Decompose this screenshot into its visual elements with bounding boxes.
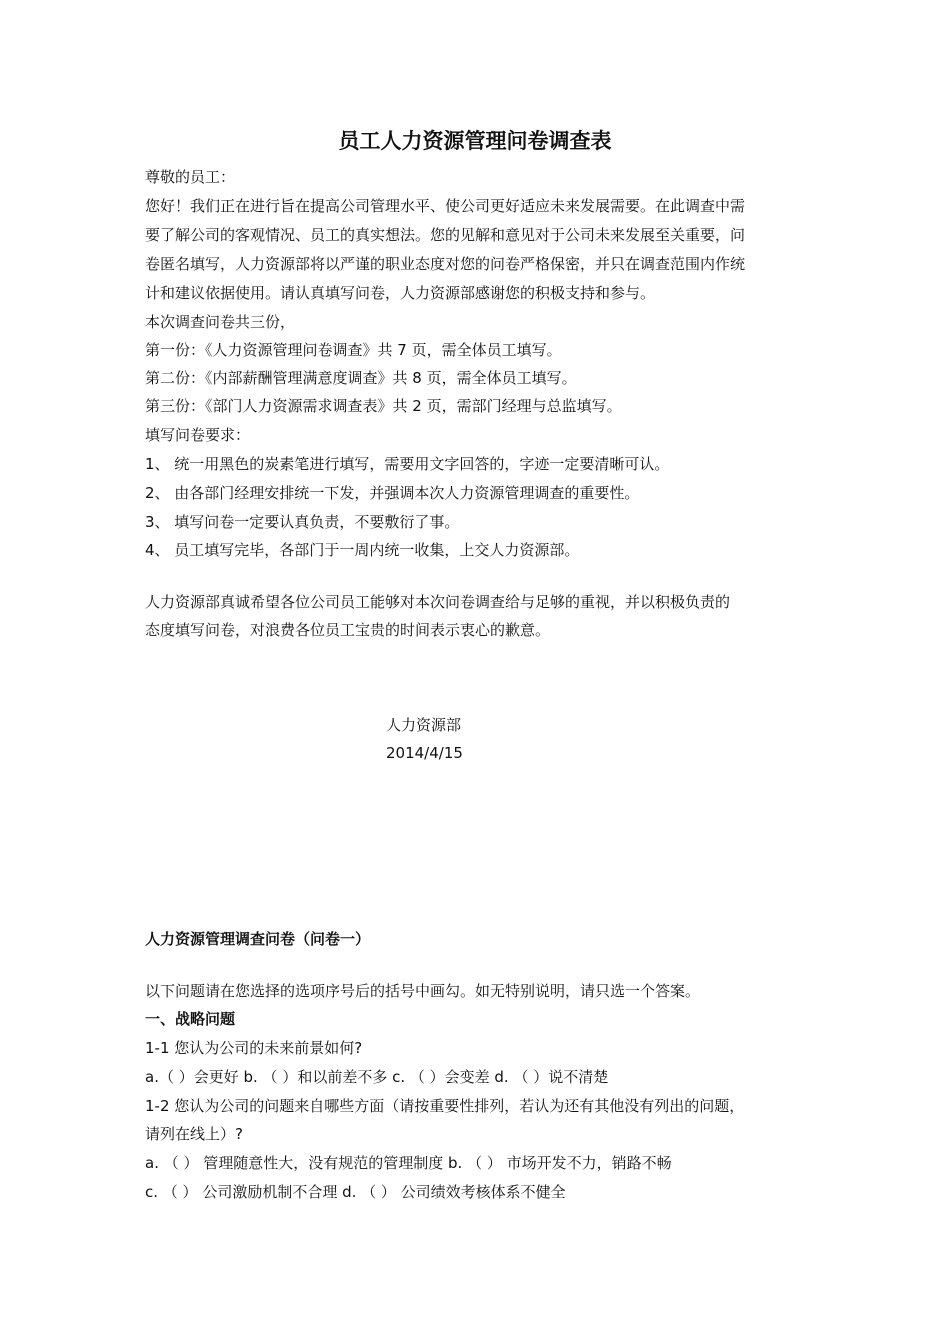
survey-count-line: 本次调查问卷共三份， [145,313,296,331]
closing-line-1: 人力资源部真诚希望各位公司员工能够对本次问卷调查给与足够的重视，并以积极负责的 [145,593,731,611]
question-1-1: 1-1 您认为公司的未来前景如何? [145,1039,363,1057]
requirement-item-3: 3、 填写问卷一定要认真负责，不要敷衍了事。 [145,513,460,531]
question-1-2-options-1: a. （ ） 管理随意性大，没有规范的管理制度 b. （ ） 市场开发不力，销路不畅 [145,1154,672,1172]
question-1-2-options-2: c. （ ） 公司激励机制不合理 d. （ ） 公司绩效考核体系不健全 [145,1183,566,1201]
survey-instruction: 以下问题请在您选择的选项序号后的括号中画勾。如无特别说明，请只选一个答案。 [145,982,701,1000]
closing-line-2: 态度填写问卷，对浪费各位员工宝贵的时间表示衷心的歉意。 [145,621,551,639]
survey-heading: 人力资源管理调查问卷（问卷一） [145,930,371,948]
question-1-2-line-2: 请列在线上）? [145,1125,243,1143]
part-line-1: 第一份：《人力资源管理问卷调查》共 7 页，需全体员工填写。 [145,341,562,359]
part-line-2: 第二份：《内部薪酬管理满意度调查》共 8 页，需全体员工填写。 [145,369,577,387]
section-heading-strategy: 一、战略问题 [145,1010,236,1028]
intro-line-1: 您好！我们正在进行旨在提高公司管理水平、使公司更好适应未来发展需要。在此调查中需 [145,197,746,215]
requirement-item-4: 4、 员工填写完毕，各部门于一周内统一收集，上交人力资源部。 [145,541,580,559]
intro-line-2: 要了解公司的客观情况、员工的真实想法。您的见解和意见对于公司未来发展至关重要，问 [145,226,746,244]
signature-department: 人力资源部 [386,716,462,734]
intro-line-4: 计和建议依据使用。请认真填写问卷，人力资源部感谢您的积极支持和参与。 [145,284,656,302]
signature-date: 2014/4/15 [386,744,463,762]
part-line-3: 第三份：《部门人力资源需求调查表》共 2 页，需部门经理与总监填写。 [145,397,622,415]
document-title: 员工人力资源管理问卷调查表 [338,129,612,153]
requirement-item-1: 1、 统一用黑色的炭素笔进行填写，需要用文字回答的，字迹一定要清晰可认。 [145,455,670,473]
requirement-item-2: 2、 由各部门经理安排统一下发，并强调本次人力资源管理调查的重要性。 [145,484,640,502]
greeting: 尊敬的员工： [145,168,236,186]
question-1-1-options: a.（ ）会更好 b. （ ）和以前差不多 c. （ ）会变差 d. （ ）说不清楚 [145,1068,609,1086]
requirements-heading: 填写问卷要求： [145,426,251,444]
question-1-2-line-1: 1-2 您认为公司的问题来自哪些方面（请按重要性排列，若认为还有其他没有列出的问题， [145,1097,745,1115]
intro-line-3: 卷匿名填写，人力资源部将以严谨的职业态度对您的问卷严格保密，并只在调查范围内作统 [145,255,746,273]
